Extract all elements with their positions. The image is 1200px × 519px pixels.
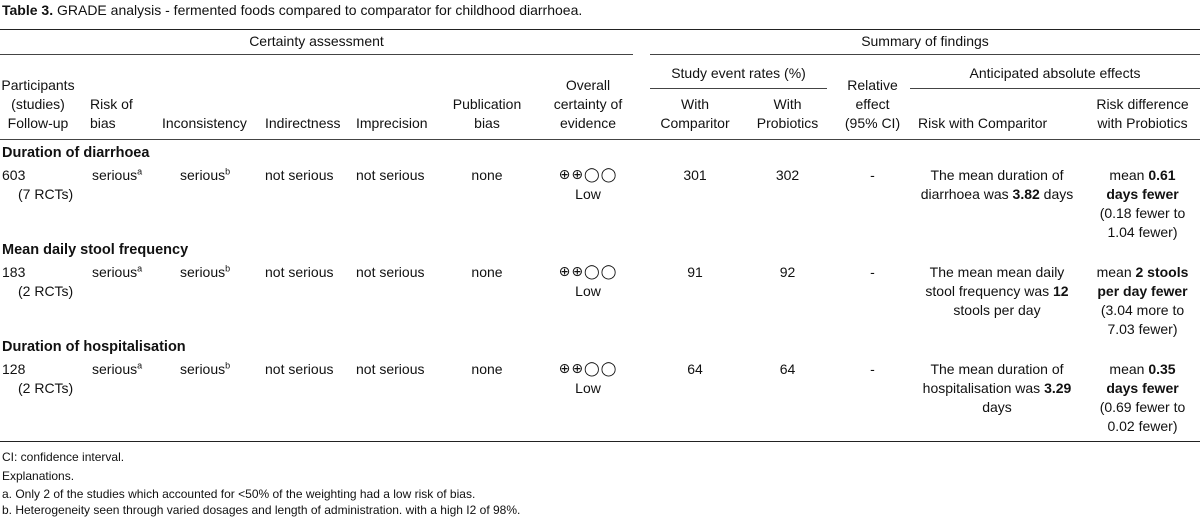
- inconsistency-cell: serious$^b$: [180, 360, 231, 377]
- header-overall-certainty: Overall certainty of evidence: [553, 77, 623, 131]
- risk-difference-cell: mean 0.61 days fewer (0.18 fewer to 1.04 fewer): [1099, 167, 1186, 240]
- comparitor-rate-cell: 91: [687, 264, 703, 280]
- header-study-event-rates: Study event rates (%): [671, 65, 806, 81]
- publication-bias-cell: none: [471, 167, 503, 183]
- certainty-cell: ⊕⊕◯◯ Low: [538, 360, 638, 398]
- risk-difference-cell: mean 2 stools per day fewer (3.04 more to 7.03 fewer): [1096, 264, 1189, 337]
- header-participants: Participants (studies) Follow-up: [1, 77, 75, 131]
- certainty-assessment-rule: [0, 54, 633, 55]
- header-anticipated-absolute-effects: Anticipated absolute effects: [969, 65, 1141, 81]
- absolute-effects-rule: [910, 88, 1200, 89]
- indirectness-cell: not serious: [265, 264, 334, 280]
- indirectness-cell: not serious: [265, 167, 334, 183]
- certainty-symbols: ⊕⊕◯◯: [558, 361, 618, 377]
- probiotics-rate-cell: 64: [779, 361, 796, 377]
- header-with-comparitor: With Comparitor: [660, 96, 730, 131]
- relative-effect-cell: -: [870, 167, 875, 183]
- risk-of-bias-cell: serious$^a$: [92, 360, 143, 377]
- event-rates-rule: [650, 88, 827, 89]
- footnote-a: a. Only 2 of the studies which accounted for <50% of the weighting had a low risk of bias.: [2, 487, 476, 501]
- imprecision-cell: not serious: [356, 264, 425, 280]
- caption-label: Table 3.: [2, 2, 54, 18]
- participants-cell: 128 (2 RCTs): [2, 361, 74, 396]
- summary-findings-rule: [650, 54, 1200, 55]
- header-publication-bias: Publication bias: [452, 96, 522, 131]
- comparitor-rate-cell: 301: [683, 167, 707, 183]
- footnote-explanations: Explanations.: [2, 469, 75, 483]
- probiotics-rate-cell: 92: [779, 264, 796, 280]
- header-risk-with-comparitor: Risk with Comparitor: [918, 115, 1048, 131]
- top-rule: [0, 29, 1200, 30]
- table-caption: [2, 2, 582, 18]
- risk-comparitor-cell: The mean duration of diarrhoea was 3.82 days: [920, 167, 1074, 202]
- relative-effect-cell: -: [870, 264, 875, 280]
- comparitor-rate-cell: 64: [687, 361, 703, 377]
- footnote-ci: CI: confidence interval.: [2, 450, 125, 464]
- certainty-symbols: ⊕⊕◯◯: [558, 264, 618, 280]
- outcome-heading: Mean daily stool frequency: [2, 242, 189, 258]
- footnote-b: b. Heterogeneity seen through varied dosages and length of administration. with a high I2 of 98%.: [2, 503, 521, 517]
- header-relative-effect: Relative effect (95% CI): [844, 77, 901, 131]
- imprecision-cell: not serious: [356, 361, 425, 377]
- table-bottom-rule: [0, 441, 1200, 442]
- participants-cell: 603 (7 RCTs): [2, 167, 74, 202]
- risk-comparitor-cell: The mean mean daily stool frequency was 12 stools per day: [925, 264, 1069, 318]
- header-imprecision: Imprecision: [356, 115, 428, 131]
- publication-bias-cell: none: [471, 361, 503, 377]
- risk-of-bias-cell: serious$^a$: [92, 263, 143, 280]
- risk-comparitor-cell: The mean duration of hospitalisation was 3.29 days: [922, 361, 1072, 415]
- certainty-symbols: ⊕⊕◯◯: [558, 167, 618, 183]
- inconsistency-cell: serious$^b$: [180, 166, 231, 183]
- header-indirectness: Indirectness: [265, 115, 341, 131]
- header-bottom-rule: [0, 139, 1200, 140]
- outcome-heading: Duration of diarrhoea: [2, 145, 150, 161]
- caption-text: GRADE analysis - fermented foods compared to comparator for childhood diarrhoea.: [56, 2, 583, 18]
- outcome-heading: Duration of hospitalisation: [2, 339, 186, 355]
- certainty-cell: ⊕⊕◯◯ Low: [538, 263, 638, 301]
- indirectness-cell: not serious: [265, 361, 334, 377]
- risk-of-bias-cell: serious$^a$: [92, 166, 143, 183]
- header-summary-of-findings: Summary of findings: [861, 33, 989, 49]
- risk-difference-cell: mean 0.35 days fewer (0.69 fewer to 0.02 fewer): [1099, 361, 1186, 434]
- header-certainty-assessment: Certainty assessment: [249, 33, 384, 49]
- certainty-cell: ⊕⊕◯◯ Low: [538, 166, 638, 204]
- imprecision-cell: not serious: [356, 167, 425, 183]
- header-risk-of-bias: Risk of bias: [90, 96, 133, 131]
- participants-cell: 183 (2 RCTs): [2, 264, 74, 299]
- header-with-probiotics: With Probiotics: [756, 96, 819, 131]
- header-risk-difference: Risk difference with Probiotics: [1096, 96, 1189, 131]
- publication-bias-cell: none: [471, 264, 503, 280]
- probiotics-rate-cell: 302: [775, 167, 800, 183]
- inconsistency-cell: serious$^b$: [180, 263, 231, 280]
- relative-effect-cell: -: [870, 361, 875, 377]
- header-inconsistency: Inconsistency: [162, 115, 247, 131]
